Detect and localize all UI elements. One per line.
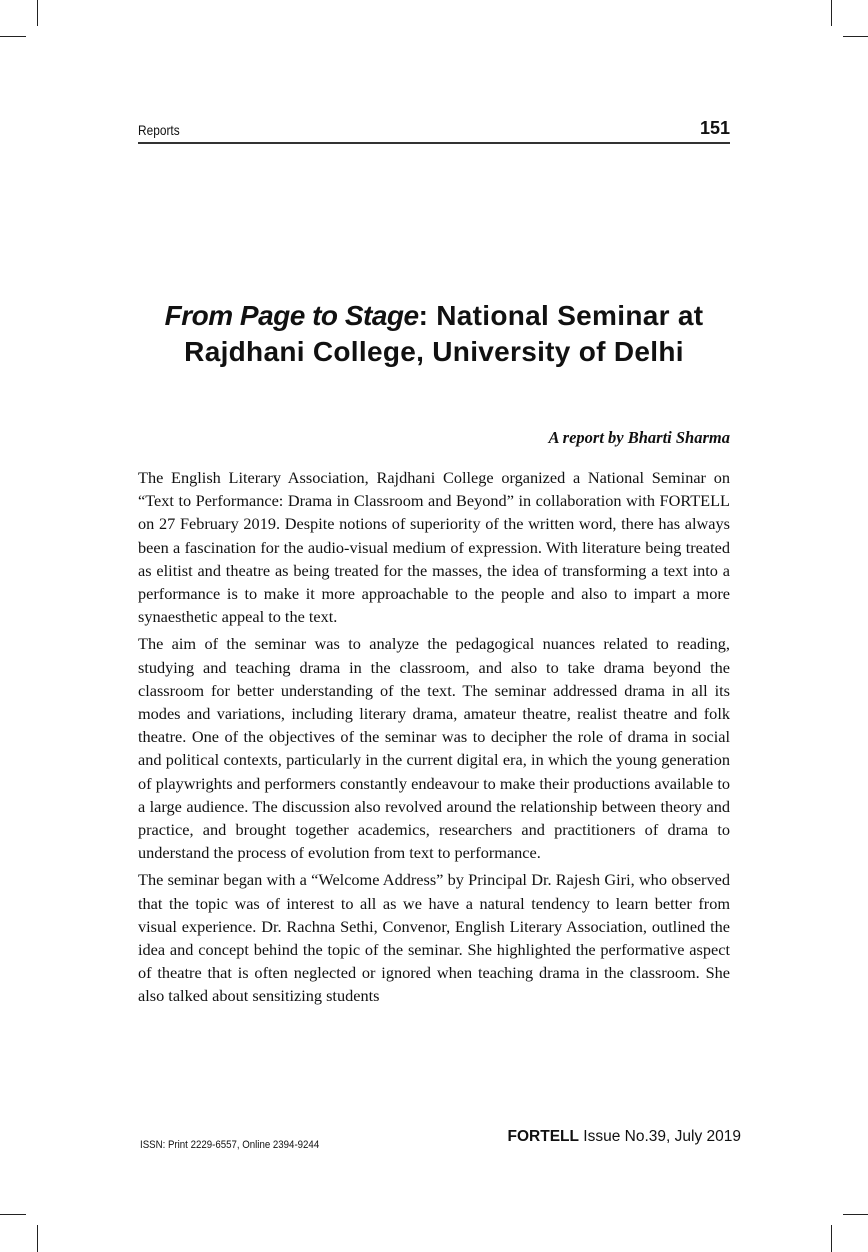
article-body: [138, 466, 730, 1012]
crop-mark-bottom-left-horizontal: [0, 1214, 26, 1215]
title-main-part: : National Seminar at Rajdhani College, University of Delhi: [184, 300, 704, 367]
paragraph: The English Literary Association, Rajdhani College organized a National Seminar on “Text to Performance: Drama in Classroom and Beyond” in collaboration with FORTELL on 27 February 2019. Despite notions of superiority of the written word, there has always been a fascination for the audio-visual medium of expression. With literature being treated as elitist and theatre as being treated for the masses, the idea of transforming a text into a performance is to make it more approachable to the people and also to impart a more synaesthetic appeal to the text.: [138, 468, 730, 627]
title-italic-part: From Page to Stage: [164, 300, 419, 331]
crop-mark-top-left-vertical: [37, 0, 38, 26]
crop-mark-bottom-right-vertical: [831, 1225, 832, 1252]
crop-mark-top-right-vertical: [831, 0, 832, 26]
journal-name: FORTELL: [507, 1128, 579, 1145]
paragraph: The aim of the seminar was to analyze the pedagogical nuances related to reading, studying and teaching drama in the classroom, and also to take drama beyond the classroom for better understanding of the text. The seminar addressed drama in all its modes and variations, including literary drama, amateur theatre, realist theatre and folk theatre. One of the objectives of the seminar was to decipher the role of drama in social and political contexts, particularly in the current digital era, in which the young generation of playwrights and performers constantly endeavour to make their productions available to a large audience. The discussion also revolved around the relationship between theory and practice, and brought together academics, researchers and practitioners of drama to understand the process of evolution from text to performance.: [138, 634, 730, 863]
issue-info: Issue No.39, July 2019: [579, 1128, 741, 1145]
paragraph: The seminar began with a “Welcome Address” by Principal Dr. Rajesh Giri, who observed that the topic was of interest to all as we have a natural tendency to learn better from visual experience. Dr. Rachna Sethi, Convenor, English Literary Association, outlined the idea and concept behind the topic of the seminar. She highlighted the performative aspect of theatre that is often neglected or ignored when teaching drama in the classroom. She also talked about sensitizing students: [138, 870, 730, 1006]
running-head: [138, 116, 730, 144]
crop-mark-bottom-right-horizontal: [843, 1214, 868, 1215]
page-number: 151: [699, 118, 730, 138]
crop-mark-bottom-left-vertical: [37, 1225, 38, 1252]
article-title: [138, 298, 730, 370]
crop-mark-top-right-horizontal: [843, 36, 868, 37]
byline: A report by Bharti Sharma: [548, 428, 730, 447]
journal-issue-footer: [508, 1128, 741, 1146]
crop-mark-top-left-horizontal: [0, 36, 26, 37]
issn-footer: ISSN: Print 2229-6557, Online 2394-9244: [140, 1139, 320, 1151]
section-label: Reports: [138, 122, 180, 138]
